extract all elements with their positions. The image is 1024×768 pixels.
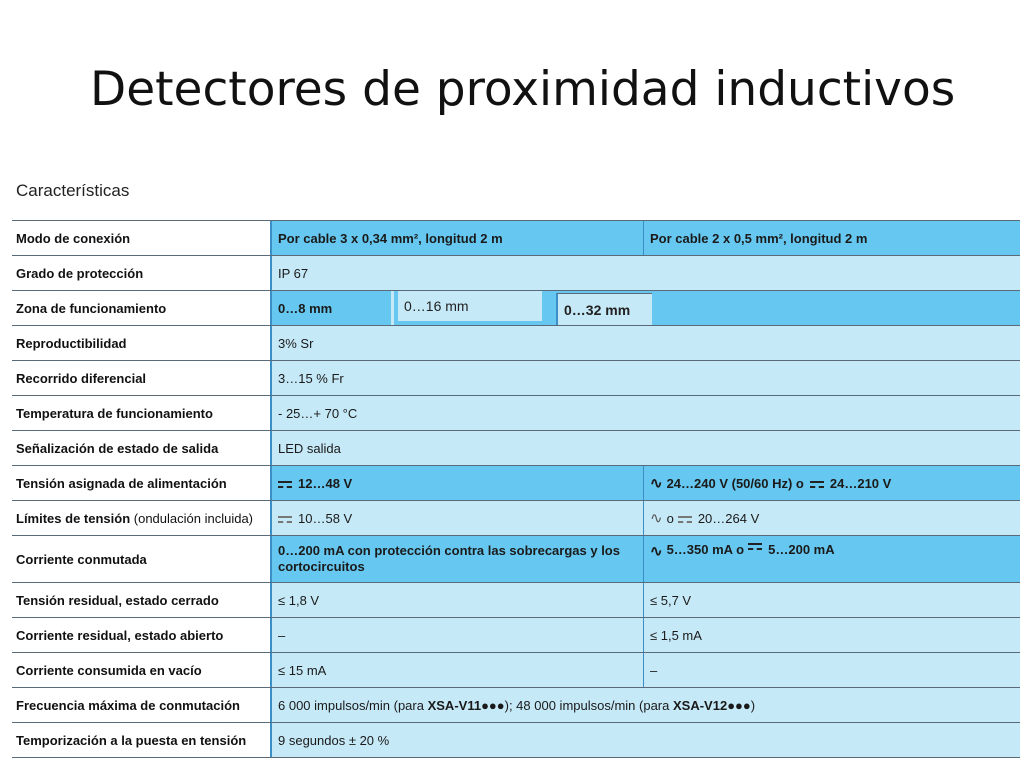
characteristics-table — [12, 220, 1020, 758]
value-frecuencia-ref1: XSA-V11●●● — [427, 697, 505, 713]
row-label: Corriente conmutada — [12, 536, 270, 582]
dc-symbol-icon — [748, 543, 762, 550]
table-row-residual-i — [12, 617, 1020, 652]
value-recorrido: 3…15 % Fr — [278, 370, 344, 386]
row-label: Tensión asignada de alimentación — [12, 466, 270, 500]
value-ip: IP 67 — [278, 265, 309, 281]
value-repro: 3% Sr — [278, 335, 314, 351]
value-zona-8: 0…8 mm — [272, 291, 394, 325]
value-residual-i1: – — [272, 618, 644, 652]
row-label: Corriente consumida en vacío — [12, 653, 270, 687]
value-tension-dc2: 24…210 V — [829, 475, 892, 491]
row-label: Modo de conexión — [12, 221, 270, 255]
value-zona-16: 0…16 mm — [398, 291, 542, 321]
row-label: Recorrido diferencial — [12, 361, 270, 395]
row-label: Señalización de estado de salida — [12, 431, 270, 465]
value-consumida-2: – — [650, 662, 658, 678]
value-temporizacion: 9 segundos ± 20 % — [278, 732, 390, 748]
row-label: Temperatura de funcionamiento — [12, 396, 270, 430]
value-frecuencia-c: ); 48 000 impulsos/min (para — [504, 697, 670, 713]
row-label: Tensión residual, estado cerrado — [12, 583, 270, 617]
value-senal: LED salida — [278, 440, 341, 456]
value-frecuencia-a: 6 000 impulsos/min (para — [278, 697, 424, 713]
value-residual-v1: ≤ 1,8 V — [272, 583, 644, 617]
row-label: Límites de tensión — [16, 510, 131, 526]
row-label-note: (ondulación incluida) — [133, 510, 254, 526]
table-row-limites — [12, 500, 1020, 535]
value-limites-ac: 20…264 V — [697, 510, 760, 526]
value-residual-i2: ≤ 1,5 mA — [650, 627, 702, 643]
dc-symbol-icon — [678, 516, 692, 523]
dc-symbol-icon — [278, 516, 292, 523]
table-row-temp — [12, 395, 1020, 430]
ac-symbol-icon: ∿ — [650, 510, 663, 527]
table-row-tension — [12, 465, 1020, 500]
dc-symbol-icon — [278, 481, 292, 488]
value-corriente-1: 0…200 mA con protección contra las sobrecargas y los cortocircuitos — [272, 536, 644, 582]
table-row-frecuencia — [12, 687, 1020, 722]
table-row-temporizacion — [12, 722, 1020, 758]
row-label: Zona de funcionamiento — [12, 291, 270, 325]
value-consumida-1: ≤ 15 mA — [272, 653, 644, 687]
slide-title: Detectores de proximidad inductivos — [90, 62, 956, 117]
row-label: Corriente residual, estado abierto — [12, 618, 270, 652]
table-row-grado — [12, 255, 1020, 290]
row-label: Reproductibilidad — [12, 326, 270, 360]
value-tension-ac: 24…240 V (50/60 Hz) o — [666, 475, 804, 491]
row-label: Grado de protección — [12, 256, 270, 290]
table-row-repro — [12, 325, 1020, 360]
value-corriente-ac: 5…350 mA o — [666, 542, 745, 557]
ac-symbol-icon: ∿ — [650, 475, 663, 492]
value-corriente-dc: 5…200 mA — [768, 542, 835, 557]
value-cable-2: Por cable 2 x 0,5 mm², longitud 2 m — [650, 230, 868, 246]
row-label: Frecuencia máxima de conmutación — [12, 688, 270, 722]
table-row-consumida — [12, 652, 1020, 687]
dc-symbol-icon — [810, 481, 824, 488]
table-row-zona — [12, 290, 1020, 325]
row-label: Temporización a la puesta en tensión — [12, 723, 270, 757]
value-frecuencia-e: ) — [750, 697, 756, 713]
table-row-recorrido — [12, 360, 1020, 395]
table-row-residual-v — [12, 582, 1020, 617]
value-zona-32: 0…32 mm — [556, 293, 652, 327]
ac-symbol-icon: ∿ — [650, 543, 663, 560]
table-row-senal — [12, 430, 1020, 465]
value-limites-dc: 10…58 V — [298, 510, 353, 526]
section-title: Características — [16, 181, 130, 200]
value-frecuencia-ref2: XSA-V12●●● — [673, 697, 751, 713]
value-residual-v2: ≤ 5,7 V — [650, 592, 692, 608]
table-row-corriente — [12, 535, 1020, 582]
value-cable-3: Por cable 3 x 0,34 mm², longitud 2 m — [272, 221, 644, 255]
value-tension-dc: 12…48 V — [298, 475, 353, 491]
table-row-modo — [12, 220, 1020, 255]
value-limites-or: o — [666, 510, 674, 526]
value-temp: - 25…+ 70 °C — [278, 405, 358, 421]
